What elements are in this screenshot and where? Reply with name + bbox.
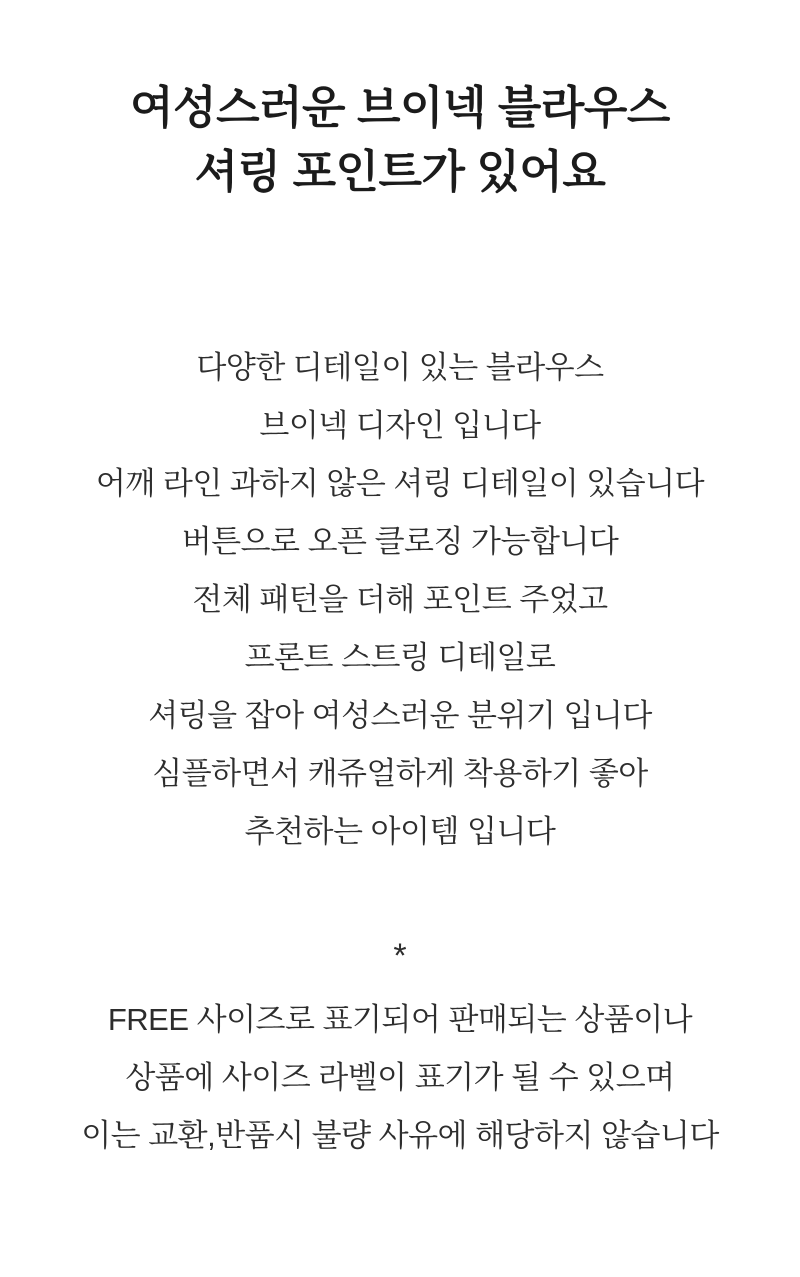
description-line: 브이넥 디자인 입니다: [259, 408, 541, 443]
page-title: [0, 0, 800, 204]
description-line: 어깨 라인 과하지 않은 셔링 디테일이 있습니다: [95, 466, 705, 501]
notice-line: 상품에 사이즈 라벨이 표기가 될 수 있으며: [125, 1060, 675, 1095]
description-line: 전체 패턴을 더해 포인트 주었고: [192, 582, 608, 617]
description-line: 추천하는 아이템 입니다: [244, 814, 556, 849]
asterisk-separator: *: [393, 937, 407, 975]
description-line: 버튼으로 오픈 클로징 가능합니다: [181, 524, 619, 559]
description-line: 프론트 스트링 디테일로: [244, 640, 556, 675]
product-description-text: [0, 339, 800, 861]
page-title-line-2: 셔링 포인트가 있어요: [194, 146, 606, 197]
description-line: 다양한 디테일이 있는 블라우스: [196, 350, 604, 385]
notice-line: 이는 교환,반품시 불량 사유에 해당하지 않습니다: [81, 1118, 719, 1153]
description-line: 셔링을 잡아 여성스러운 분위기 입니다: [148, 698, 652, 733]
description-line: 심플하면서 캐쥬얼하게 착용하기 좋아: [152, 756, 648, 791]
page-title-line-1: 여성스러운 브이넥 블라우스: [130, 82, 670, 133]
size-notice-text: [0, 991, 800, 1165]
notice-line: FREE 사이즈로 표기되어 판매되는 상품이나: [107, 1002, 693, 1037]
